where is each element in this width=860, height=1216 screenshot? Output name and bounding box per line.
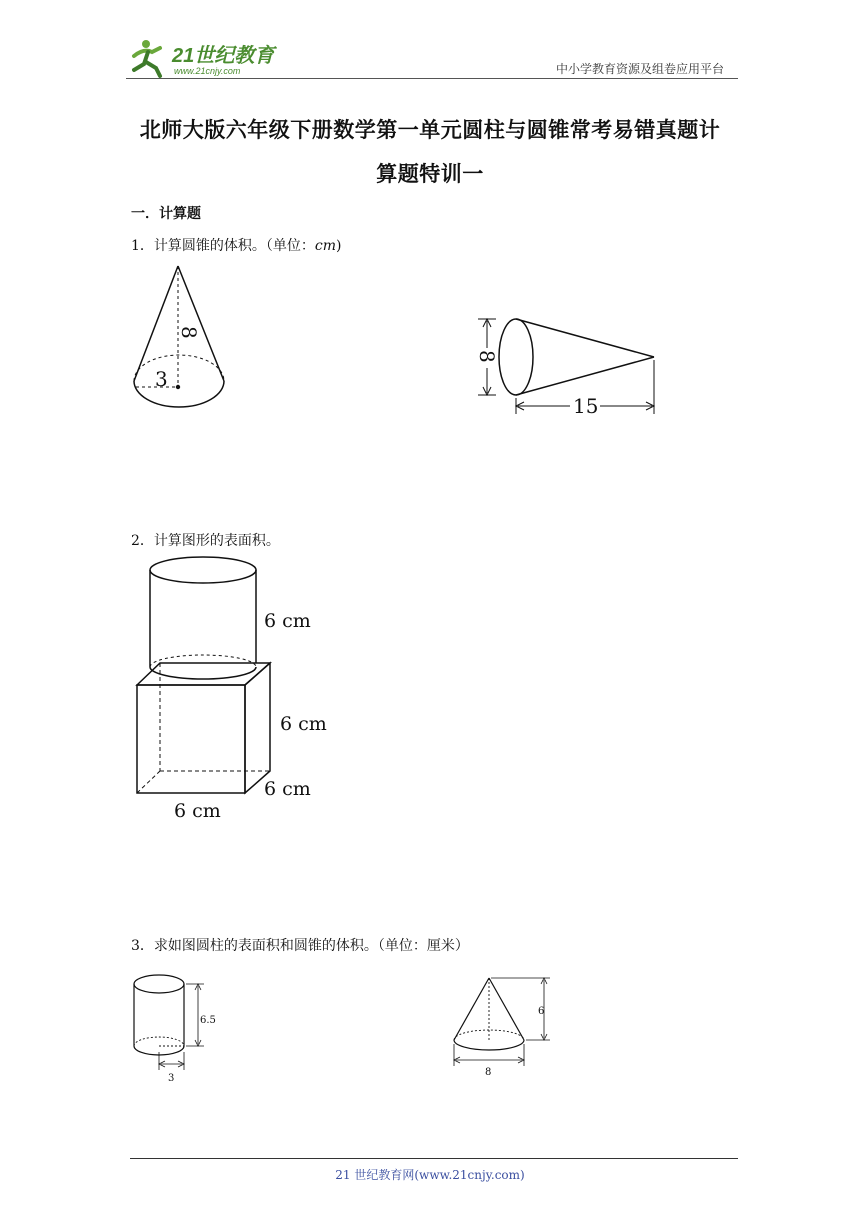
cone-b-diameter-label: 8 (475, 350, 499, 363)
cylinder-figure (128, 970, 228, 1085)
cone-a-height-label: 8 (177, 326, 201, 339)
cone-a-radius-label: 3 (155, 367, 168, 391)
cube-depth-label: 6 cm (264, 778, 311, 800)
header-divider (126, 78, 738, 79)
header-slogan: 中小学教育资源及组卷应用平台 (555, 62, 724, 76)
question-2-text: 2．计算图形的表面积。 (131, 533, 280, 549)
section-heading: 一．计算题 (131, 206, 201, 222)
footer-divider (130, 1158, 738, 1159)
question-1-prompt: 1．计算圆锥的体积。（单位： (131, 238, 315, 254)
cylinder-on-cube-figure (130, 555, 350, 825)
site-logo (126, 36, 296, 80)
runner-icon (134, 40, 160, 76)
logo-url: www.21cnjy.com (174, 66, 241, 76)
cylinder-height-label: 6 cm (264, 610, 311, 632)
logo-text: 21世纪教育 (172, 45, 275, 67)
cone-c-diameter-value: 8 (485, 1067, 492, 1078)
page-title-line-2: 算题特训一 (376, 161, 484, 186)
cone-figure-b (470, 310, 670, 425)
question-3-text: 3．求如图圆柱的表面积和圆锥的体积。（单位：厘米） (131, 938, 469, 954)
question-1-text (131, 235, 342, 255)
question-1-unit: cm (314, 238, 337, 254)
cylinder-height-value: 6.5 (200, 1015, 216, 1026)
cylinder-radius-value: 3 (168, 1073, 175, 1084)
cube-width-label: 6 cm (174, 800, 221, 822)
page-title-line-1: 北师大版六年级下册数学第一单元圆柱与圆锥常考易错真题计 (139, 117, 721, 142)
cone-b-length-label: 15 (573, 394, 599, 418)
cone-figure-a (126, 258, 236, 418)
cone-c-height-value: 6 (538, 1006, 545, 1017)
cone-figure-c (448, 972, 568, 1080)
cube-height-label: 6 cm (280, 713, 327, 735)
footer-link[interactable]: 21 世纪教育网(www.21cnjy.com) (335, 1168, 525, 1182)
question-1-close: ) (336, 238, 342, 254)
